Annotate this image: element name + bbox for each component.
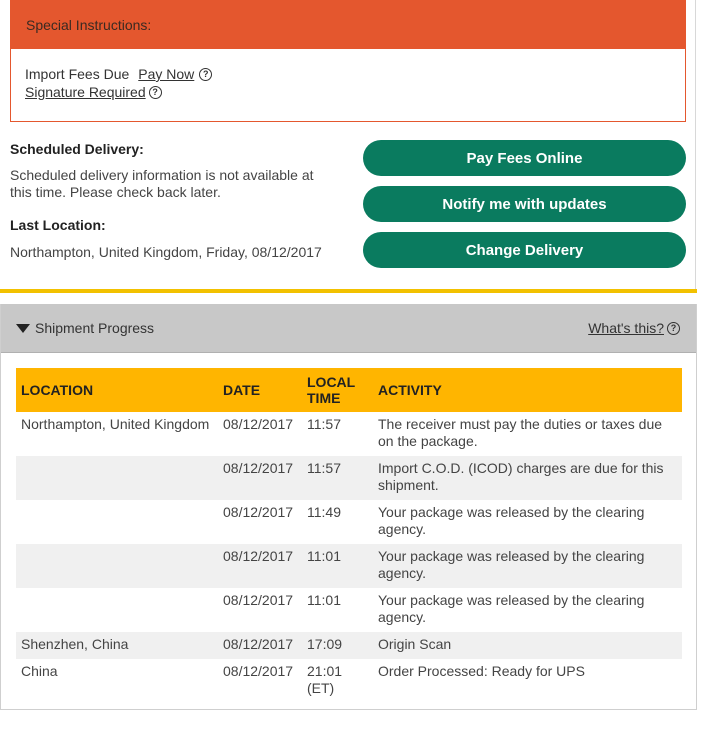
row-activity: Import C.O.D. (ICOD) charges are due for this shipment. <box>373 456 682 500</box>
last-location-label: Last Location: <box>10 217 106 233</box>
import-fees-row <box>25 65 685 83</box>
signature-required-link[interactable]: Signature Required <box>25 84 146 100</box>
table-row <box>16 659 682 700</box>
section-divider <box>0 289 697 293</box>
last-location-text: Northampton, United Kingdom, Friday, 08/12/2017 <box>10 244 322 260</box>
row-time: 11:49 <box>307 504 341 520</box>
table-row <box>16 632 682 659</box>
table-row <box>16 544 682 588</box>
row-activity: Your package was released by the clearing agency. <box>378 504 645 537</box>
import-fees-label: Import Fees Due <box>25 66 130 82</box>
row-location <box>16 588 218 632</box>
shipment-progress-table <box>16 368 682 700</box>
column-header-location: LOCATION <box>16 368 218 412</box>
whats-this-link[interactable]: What's this? <box>588 320 664 336</box>
row-location <box>16 500 218 544</box>
shipment-progress-title: Shipment Progress <box>35 320 155 336</box>
table-row <box>16 500 682 544</box>
scheduled-delivery-label: Scheduled Delivery: <box>10 141 144 157</box>
table-row <box>16 588 682 632</box>
column-header-date: DATE <box>218 368 302 412</box>
table-header-row <box>16 368 682 412</box>
row-activity: Order Processed: Ready for UPS <box>378 663 585 679</box>
row-time: 11:57 <box>307 416 341 432</box>
row-date: 08/12/2017 <box>223 504 294 520</box>
row-activity: Your package was released by the clearing agency. <box>373 544 682 588</box>
row-time: 11:01 <box>307 592 341 608</box>
shipment-progress-toggle[interactable] <box>16 320 154 336</box>
row-date: 08/12/2017 <box>223 592 294 608</box>
row-date: 08/12/2017 <box>218 632 302 659</box>
pay-fees-online-button[interactable]: Pay Fees Online <box>363 140 686 176</box>
row-location: China <box>21 663 58 679</box>
row-time: 21:01 (ET) <box>307 663 343 696</box>
signature-row <box>25 83 685 101</box>
caret-down-icon <box>16 324 30 333</box>
row-location <box>16 544 218 588</box>
scheduled-delivery-text: Scheduled delivery information is not available at this time. Please check back later. <box>10 167 314 200</box>
whats-this <box>588 320 680 336</box>
column-header-time: LOCAL TIME <box>302 368 373 412</box>
pay-now-link[interactable]: Pay Now <box>138 66 195 82</box>
column-header-activity: ACTIVITY <box>373 368 682 412</box>
row-date: 08/12/2017 <box>218 544 302 588</box>
row-location: Shenzhen, China <box>16 632 218 659</box>
row-time: 11:57 <box>302 456 373 500</box>
divider <box>695 0 696 293</box>
row-date: 08/12/2017 <box>218 456 302 500</box>
special-instructions-title: Special Instructions: <box>11 1 685 49</box>
shipment-progress-header <box>1 304 696 353</box>
row-location: Northampton, United Kingdom <box>21 416 210 432</box>
table-row <box>16 412 682 456</box>
shipment-progress-panel <box>0 304 697 710</box>
table-row <box>16 456 682 500</box>
row-activity: Origin Scan <box>373 632 682 659</box>
row-date: 08/12/2017 <box>223 663 294 679</box>
notify-updates-button[interactable]: Notify me with updates <box>363 186 686 222</box>
row-activity: The receiver must pay the duties or taxes due on the package. <box>378 416 663 449</box>
change-delivery-button[interactable]: Change Delivery <box>363 232 686 268</box>
special-instructions-body <box>11 49 685 101</box>
help-icon[interactable]: ? <box>199 68 212 81</box>
row-date: 08/12/2017 <box>223 416 294 432</box>
row-time: 17:09 <box>302 632 373 659</box>
help-icon[interactable]: ? <box>667 322 680 335</box>
row-activity: Your package was released by the clearing agency. <box>378 592 645 625</box>
help-icon[interactable]: ? <box>149 86 162 99</box>
special-instructions-box <box>10 0 686 122</box>
row-location <box>16 456 218 500</box>
row-time: 11:01 <box>302 544 373 588</box>
